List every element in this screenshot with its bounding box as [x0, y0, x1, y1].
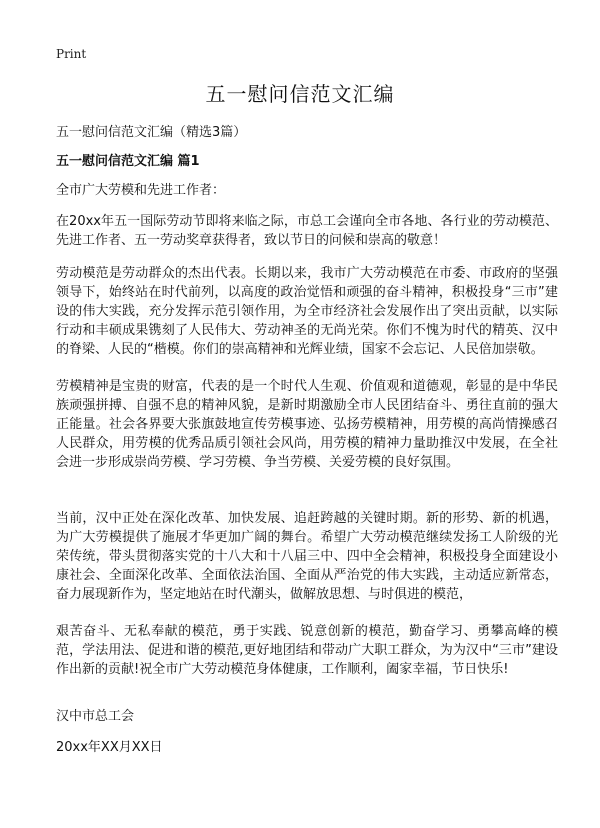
letter-date: 20xx年XX月XX日	[56, 740, 163, 755]
page-title: 五一慰问信范文汇编	[205, 82, 395, 106]
section-heading: 五一慰问信范文汇编 篇1	[56, 154, 200, 169]
body-paragraph-1: 在20xx年五一国际劳动节即将来临之际，市总工会谨向全市各地、各行业的劳动模范、先进工作者、五一劳动奖章获得者，致以节日的问候和崇高的敬意！	[56, 214, 558, 248]
document-subtitle: 五一慰问信范文汇编（精选3篇）	[56, 125, 247, 140]
body-paragraph-2: 劳动模范是劳动群众的杰出代表。长期以来，我市广大劳动模范在市委、市政府的坚强领导下，始终站在时代前列，以高度的政治觉悟和顽强的奋斗精神，积极投身“三市”建设的伟大实践，充分发挥示范引领作用，为全市经济社会发展作出了突出贡献，以实际行动和丰硕成果镌刻了人民伟大、劳动神圣的无尚光荣。你们不愧为时代的精英、汉中的脊梁、人民的“楷模。你们的崇高精神和光辉业绩，国家不会忘记、人民倍加崇敬。	[56, 266, 558, 357]
print-link[interactable]: Print	[56, 47, 87, 61]
body-paragraph-4: 当前，汉中正处在深化改革、加快发展、追赶跨越的关键时期。新的形势、新的机遇，为广大劳模提供了施展才华更加广阔的舞台。希望广大劳动模范继续发扬工人阶级的光荣传统，带头贯彻落实党的十八大和十八届三中、四中全会精神，积极投身全面建设小康社会、全面深化改革、全面依法治国、全面从严治党的伟大实践，主动适应新常态，奋力展现新作为，坚定地站在时代潮头，做解放思想、与时俱进的模范，	[56, 511, 558, 602]
letter-signature: 汉中市总工会	[56, 709, 135, 724]
body-paragraph-5: 艰苦奋斗、无私奉献的模范，勇于实践、锐意创新的模范，勤奋学习、勇攀高峰的模范，学法用法、促进和谐的模范,更好地团结和带动广大职工群众，为为汉中“三市”建设作出新的贡献!祝全市广大劳动模范身体健康，工作顺利，阖家幸福，节日快乐!	[56, 624, 558, 677]
letter-greeting: 全市广大劳模和先进工作者：	[56, 183, 226, 198]
body-paragraph-3: 劳模精神是宝贵的财富，代表的是一个时代人生观、价值观和道德观，彰显的是中华民族顽强拼搏、自强不息的精神风貌，是新时期激励全市人民团结奋斗、勇往直前的强大正能量。社会各界要大张旗鼓地宣传劳模事迹、弘扬劳模精神，用劳模的高尚情操感召人民群众，用劳模的优秀品质引领社会风尚，用劳模的精神力量助推汉中发展，在全社会进一步形成崇尚劳模、学习劳模、争当劳模、关爱劳模的良好氛围。	[56, 379, 558, 470]
